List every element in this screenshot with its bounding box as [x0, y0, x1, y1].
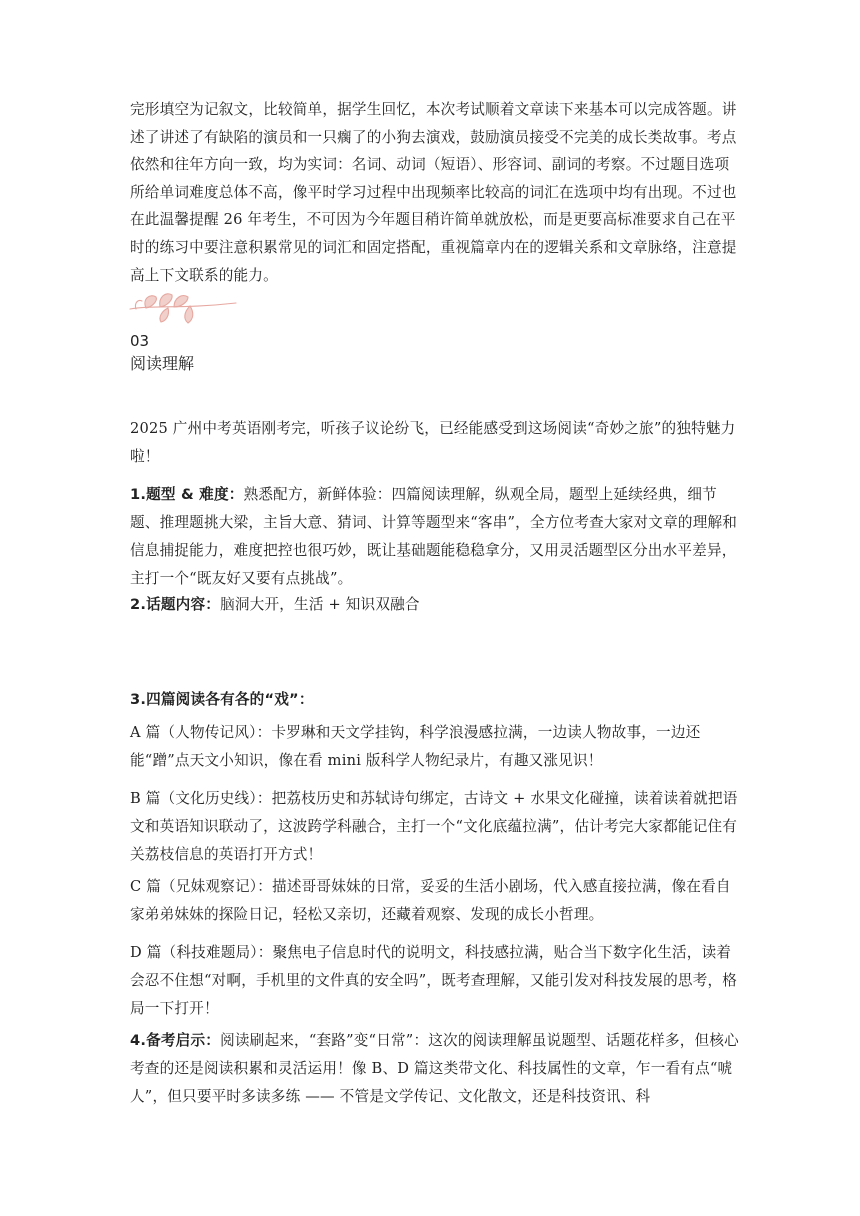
- point-label: 3.四篇阅读各有各的“戏”：: [130, 691, 314, 708]
- floral-branch-icon: [128, 285, 238, 327]
- point-text: 阅读刷起来，“套路”变“日常”：这次的阅读理解虽说题型、话题花样多，但核心考查的还是阅读积累和灵活运用！像 B、D 篇这类带文化、科技属性的文章，乍一看有点“唬人”，但只要平时多读多练 —— 不管是文学传记、文化散文，还是科技资讯、科: [130, 1032, 739, 1105]
- point-text: 脑洞大开，生活 + 知识双融合: [220, 596, 420, 613]
- point-prep-advice: [130, 1027, 742, 1111]
- point-topic: [130, 591, 742, 619]
- point-label: 4.备考启示：: [130, 1032, 221, 1049]
- section-number: 03: [130, 332, 150, 350]
- passage-c-paragraph: C 篇（兄妹观察记）：描述哥哥妹妹的日常，妥妥的生活小剧场，代入感直接拉满，像在看自家弟弟妹妹的探险日记，轻松又亲切，还藏着观察、发现的成长小哲理。: [130, 878, 731, 923]
- passage-b-paragraph: B 篇（文化历史线）：把荔枝历史和苏轼诗句绑定，古诗文 + 水果文化碰撞，读着读着就把语文和英语知识联动了，这波跨学科融合，主打一个“文化底蕴拉满”，估计考完大家都能记住有关荔枝信息的英语打开方式！: [130, 790, 738, 863]
- passage-d-paragraph: D 篇（科技难题局）：聚焦电子信息时代的说明文，科技感拉满，贴合当下数字化生活，读着会忍不住想“对啊，手机里的文件真的安全吗”，既考查理解，又能引发对科技发展的思考，格局一下打开！: [130, 944, 738, 1017]
- point-text: 熟悉配方，新鲜体验：四篇阅读理解，纵观全局，题型上延续经典，细节题、推理题挑大梁，主旨大意、猜词、计算等题型来“客串”，全方位考查大家对文章的理解和信息捕捉能力，难度把控也很巧妙，既让基础题能稳稳拿分，又用灵活题型区分出水平差异，主打一个“既友好又要有点挑战”。: [130, 486, 738, 587]
- intro-paragraph: 完形填空为记叙文，比较简单，据学生回忆，本次考试顺着文章读下来基本可以完成答题。讲述了讲述了有缺陷的演员和一只瘸了的小狗去演戏，鼓励演员接受不完美的成长类故事。考点依然和往年方向一致，均为实词：名词、动词（短语）、形容词、副词的考察。不过题目选项所给单词难度总体不高，像平时学习过程中出现频率比较高的词汇在选项中均有出现。不过也在此温馨提醒 26 年考生，不可因为今年题目稍许简单就放松，而是更要高标准要求自己在平时的练习中要注意积累常见的词汇和固定搭配，重视篇章内在的逻辑关系和文章脉络，注意提高上下文联系的能力。: [130, 101, 737, 284]
- lead-paragraph: 2025 广州中考英语刚考完，听孩子议论纷飞，已经能感受到这场阅读“奇妙之旅”的独特魅力啦！: [130, 420, 736, 465]
- point-label: 1.题型 & 难度：: [130, 486, 244, 503]
- point-label: 2.话题内容：: [130, 596, 221, 613]
- passage-a-paragraph: A 篇（人物传记风）：卡罗琳和天文学挂钩，科学浪漫感拉满，一边读人物故事，一边还能“蹭”点天文小知识，像在看 mini 版科学人物纪录片，有趣又涨见识！: [130, 724, 701, 769]
- point-type-difficulty: [130, 481, 742, 593]
- point-passages-heading: [130, 686, 742, 714]
- section-title: 阅读理解: [130, 354, 195, 373]
